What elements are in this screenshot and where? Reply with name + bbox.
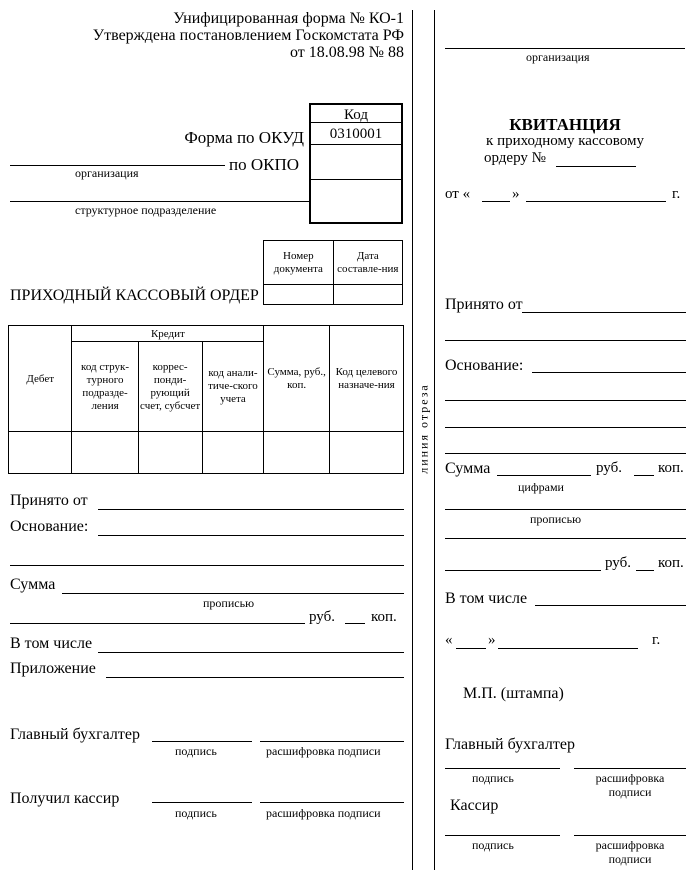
doc-number-header: Номер документа bbox=[264, 241, 334, 285]
receipt-summa-kop-line[interactable] bbox=[634, 475, 654, 476]
kredit-analytic-cell[interactable] bbox=[202, 432, 264, 474]
kassir-podpis-caption: подпись bbox=[175, 806, 217, 820]
receipt-kassir-podpis-caption: подпись bbox=[472, 838, 514, 852]
receipt-tsiframi-caption: цифрами bbox=[518, 480, 564, 494]
receipt-glav-buh-name-line[interactable] bbox=[574, 768, 686, 769]
kop-label: коп. bbox=[371, 609, 397, 625]
okud-code-cell[interactable]: 0310001 bbox=[309, 123, 403, 145]
receipt-subtitle-1: к приходному кассовому bbox=[486, 133, 644, 149]
glav-buh-name-line[interactable] bbox=[260, 741, 404, 742]
summa-line[interactable] bbox=[62, 593, 404, 594]
summa-header: Сумма, руб., коп. bbox=[264, 326, 330, 432]
okpo-code-cell[interactable] bbox=[309, 145, 403, 180]
kredit-header: Кредит bbox=[72, 326, 264, 342]
prinyato-line[interactable] bbox=[98, 509, 404, 510]
poluchil-kassir-label: Получил кассир bbox=[10, 790, 120, 807]
receipt-glav-buh-rasshifrovka-caption: расшифровка подписи bbox=[595, 771, 665, 799]
subdiv-line[interactable] bbox=[10, 201, 309, 202]
cut-line-left bbox=[412, 10, 413, 870]
receipt-kop-line-2[interactable] bbox=[636, 570, 654, 571]
receipt-propisyu-caption: прописью bbox=[530, 512, 582, 526]
kredit-account-cell[interactable] bbox=[138, 432, 202, 474]
kassir-name-line[interactable] bbox=[260, 802, 404, 803]
summa-label: Сумма bbox=[10, 576, 56, 593]
receipt-kassir-label: Кассир bbox=[450, 797, 499, 814]
subdiv-code-cell[interactable] bbox=[309, 180, 403, 224]
receipt-kassir-rasshifrovka-caption: расшифровка подписи bbox=[595, 838, 665, 866]
v-tom-chisle-line[interactable] bbox=[98, 652, 404, 653]
receipt-order-number-line[interactable] bbox=[556, 166, 636, 167]
doc-date-header: Дата составле-ния bbox=[333, 241, 402, 285]
subdiv-caption: структурное подразделение bbox=[75, 203, 217, 217]
receipt-date2-day-line[interactable] bbox=[456, 648, 486, 649]
receipt-kassir-name-line[interactable] bbox=[574, 835, 686, 836]
celevoe-cell[interactable] bbox=[329, 432, 403, 474]
osnovanie-label: Основание: bbox=[10, 518, 89, 535]
cut-line-right bbox=[434, 10, 435, 870]
v-tom-chisle-label: В том числе bbox=[10, 635, 93, 652]
receipt-kop-label-2: коп. bbox=[658, 555, 684, 571]
receipt-date-day-line[interactable] bbox=[482, 201, 510, 202]
doc-title: ПРИХОДНЫЙ КАССОВЫЙ ОРДЕР bbox=[10, 287, 259, 304]
receipt-kop-label: коп. bbox=[658, 460, 684, 476]
okpo-label: по ОКПО bbox=[229, 155, 300, 174]
org-caption: организация bbox=[75, 166, 139, 180]
receipt-glav-buh-podpis-caption: подпись bbox=[472, 771, 514, 785]
receipt-osnovanie-line[interactable] bbox=[532, 372, 686, 373]
receipt-kassir-sign-line[interactable] bbox=[445, 835, 560, 836]
debet-cell[interactable] bbox=[9, 432, 72, 474]
header-line-3: от 18.08.98 № 88 bbox=[289, 44, 404, 61]
receipt-rub-label-2: руб. bbox=[605, 555, 631, 571]
receipt-glav-buh-sign-line[interactable] bbox=[445, 768, 560, 769]
receipt-prinyato-label: Принято от bbox=[445, 296, 523, 313]
kredit-account-header: коррес-понди-рующий счет, субсчет bbox=[138, 342, 202, 432]
accounting-table bbox=[8, 325, 404, 474]
receipt-prinyato-line-2[interactable] bbox=[445, 340, 686, 341]
glav-buh-podpis-caption: подпись bbox=[175, 744, 217, 758]
kassir-sign-line[interactable] bbox=[152, 802, 252, 803]
glav-buh-label: Главный бухгалтер bbox=[10, 726, 140, 743]
receipt-date-quote-close: » bbox=[512, 186, 520, 202]
glav-buh-rasshifrovka-caption: расшифровка подписи bbox=[266, 744, 381, 758]
celevoe-header: Код целевого назначе-ния bbox=[329, 326, 403, 432]
doc-number-date-table bbox=[263, 240, 403, 305]
receipt-date2-open: « bbox=[445, 632, 453, 648]
receipt-summa-label: Сумма bbox=[445, 460, 491, 477]
receipt-propisyu-line[interactable] bbox=[445, 509, 686, 510]
receipt-glav-buh-label: Главный бухгалтер bbox=[445, 736, 575, 753]
receipt-v-tom-chisle-label: В том числе bbox=[445, 590, 528, 607]
kredit-subdiv-cell[interactable] bbox=[72, 432, 138, 474]
receipt-org-caption: организация bbox=[526, 50, 590, 64]
receipt-rub-label: руб. bbox=[596, 460, 622, 476]
osnovanie-line-2[interactable] bbox=[10, 565, 404, 566]
kredit-subdiv-header: код струк-турного подразде-ления bbox=[72, 342, 138, 432]
receipt-osnovanie-line-3[interactable] bbox=[445, 427, 686, 428]
receipt-v-tom-chisle-line[interactable] bbox=[535, 605, 686, 606]
okud-label: Форма по ОКУД bbox=[184, 128, 304, 147]
prinyato-label: Принято от bbox=[10, 492, 88, 509]
receipt-subtitle-2: ордеру № bbox=[484, 150, 546, 166]
receipt-osnovanie-line-2[interactable] bbox=[445, 400, 686, 401]
receipt-title: КВИТАНЦИЯ bbox=[509, 115, 621, 134]
receipt-propisyu-line-2[interactable] bbox=[445, 538, 686, 539]
doc-date-cell[interactable] bbox=[333, 285, 402, 305]
receipt-prinyato-line[interactable] bbox=[522, 312, 686, 313]
receipt-date2-g: г. bbox=[652, 632, 661, 648]
glav-buh-sign-line[interactable] bbox=[152, 741, 252, 742]
receipt-date2-close: » bbox=[488, 632, 496, 648]
receipt-propisyu-line-3[interactable] bbox=[445, 570, 601, 571]
summa-line-2[interactable] bbox=[10, 623, 305, 624]
prilozhenie-line[interactable] bbox=[106, 677, 404, 678]
receipt-osnovanie-line-4[interactable] bbox=[445, 453, 686, 454]
receipt-org-line[interactable] bbox=[445, 48, 685, 49]
receipt-date-ot: от « bbox=[445, 186, 471, 202]
cut-line-label: линия отреза bbox=[417, 379, 432, 479]
header-line-1: Унифицированная форма № КО-1 bbox=[173, 10, 404, 27]
receipt-date-g: г. bbox=[672, 186, 681, 202]
summa-propisyu-caption: прописью bbox=[203, 596, 255, 610]
header-line-2: Утверждена постановлением Госкомстата РФ bbox=[92, 27, 404, 44]
receipt-stamp-label: М.П. (штампа) bbox=[463, 685, 564, 702]
rub-label: руб. bbox=[309, 609, 335, 625]
kassir-rasshifrovka-caption: расшифровка подписи bbox=[266, 806, 381, 820]
receipt-osnovanie-label: Основание: bbox=[445, 357, 524, 374]
doc-number-cell[interactable] bbox=[264, 285, 334, 305]
receipt-date2-month-line[interactable] bbox=[498, 648, 638, 649]
summa-cell[interactable] bbox=[264, 432, 330, 474]
osnovanie-line[interactable] bbox=[98, 535, 404, 536]
kod-header: Код bbox=[309, 103, 403, 123]
debet-header: Дебет bbox=[9, 326, 72, 432]
receipt-date-month-line[interactable] bbox=[526, 201, 666, 202]
prilozhenie-label: Приложение bbox=[10, 660, 96, 677]
receipt-summa-rub-line[interactable] bbox=[497, 475, 591, 476]
kop-line[interactable] bbox=[345, 623, 365, 624]
kredit-analytic-header: код анали-тиче-ского учета bbox=[202, 342, 264, 432]
